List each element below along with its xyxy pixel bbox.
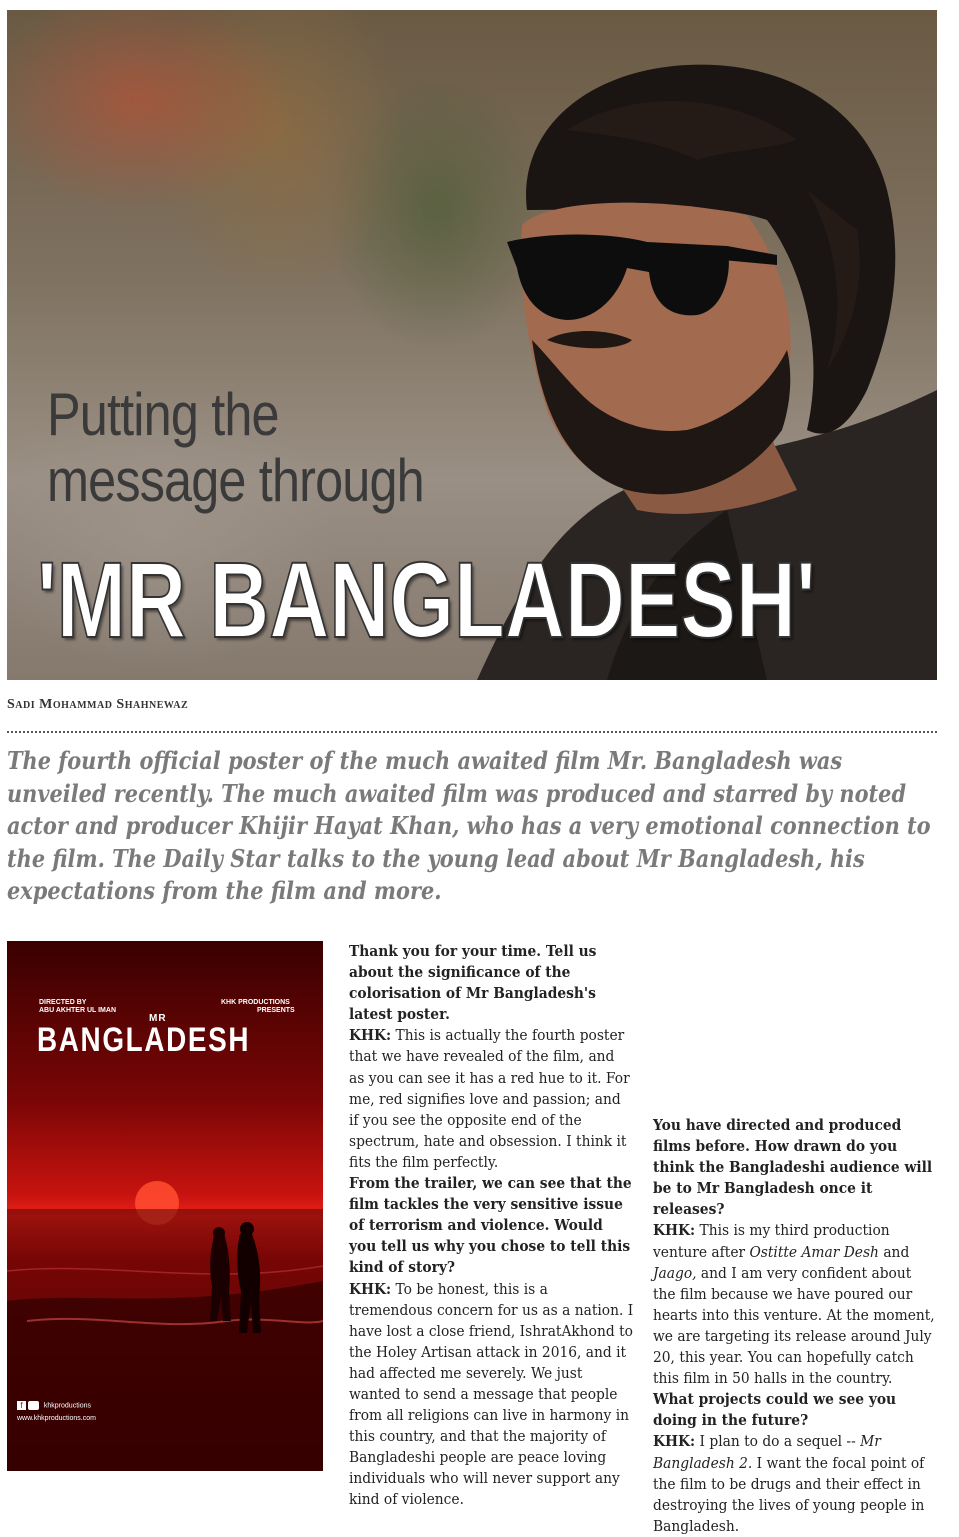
headline-line-2: message through bbox=[47, 447, 424, 514]
standfirst: The fourth official poster of the much awaited film Mr. Bangladesh was unveiled recently. The much awaited film was produced and starred by noted actor and producer Khijir Hayat Khan, who has a very emotional connection to the film. The Daily Star talks to the young lead about Mr Bangladesh, his expectations from the film and more. bbox=[7, 746, 931, 905]
answer-1-text: This is actually the fourth poster that we have revealed of the film, and as you can see it has a red hue to it. For me, red signifies love and passion; and if you see the opposite end of the spectrum, hate and obsession. I think it fits the film perfectly. bbox=[349, 1026, 630, 1171]
answer-4 bbox=[653, 1431, 937, 1536]
film-title: Mr Bangladesh 2. bbox=[653, 1432, 881, 1472]
hero-photo bbox=[7, 10, 937, 680]
answer-2-text: To be honest, this is a tremendous concern for us as a nation. I have lost a close friend, IshratAkhond to the Holey Artisan attack in 2016, and it had affected me severely. We just wanted to send a message that people from all religions can live in harmony in this country, and that the majority of Bangladeshi people are peace loving individuals who will never support any kind of violence. bbox=[349, 1279, 634, 1509]
answer-2 bbox=[349, 1279, 633, 1511]
article-column-1 bbox=[349, 941, 633, 1511]
facebook-icon: f bbox=[17, 1401, 26, 1410]
answer-3-text: and bbox=[878, 1242, 910, 1261]
poster-directed-by: DIRECTED BY bbox=[39, 999, 87, 1006]
poster-title: BANGLADESH bbox=[37, 1021, 251, 1059]
film-title: Ostitte Amar Desh bbox=[749, 1242, 879, 1261]
article-column-2 bbox=[653, 1115, 937, 1537]
answer-label: KHK: bbox=[653, 1221, 696, 1240]
headline bbox=[47, 382, 424, 514]
youtube-icon bbox=[28, 1401, 39, 1410]
byline: Sadi Mohammad Shahnewaz bbox=[7, 697, 189, 712]
answer-1 bbox=[349, 1025, 633, 1173]
film-poster bbox=[7, 941, 323, 1471]
poster-website: www.khkproductions.com bbox=[17, 1415, 96, 1422]
answer-4-text: I plan to do a sequel -- bbox=[695, 1432, 861, 1451]
answer-3-text: This is my third production venture after bbox=[653, 1221, 890, 1261]
question-2: From the trailer, we can see that the film tackles the very sensitive issue of terrorism and violence. Would you tell us why you chose to tell this kind of story? bbox=[349, 1174, 632, 1277]
headline-film-title: 'MR BANGLADESH' bbox=[37, 539, 816, 660]
poster-title-small: MR bbox=[149, 1013, 167, 1024]
question-3: You have directed and produced films before. How drawn do you think the Bangladeshi audience will be to Mr Bangladesh once it releases? bbox=[653, 1116, 933, 1219]
dotted-divider bbox=[7, 731, 937, 733]
answer-3 bbox=[653, 1220, 937, 1389]
poster-director: ABU AKHTER UL IMAN bbox=[39, 1007, 116, 1014]
poster-social bbox=[17, 1401, 91, 1410]
question-1: Thank you for your time. Tell us about the significance of the colorisation of Mr Bangladesh's latest poster. bbox=[349, 942, 597, 1024]
headline-line-1: Putting the bbox=[47, 381, 279, 448]
answer-label: KHK: bbox=[349, 1026, 392, 1045]
poster-production: KHK PRODUCTIONS bbox=[221, 999, 290, 1006]
question-4: What projects could we see you doing in the future? bbox=[653, 1390, 897, 1430]
answer-4-text: I want the focal point of the film to be drugs and their effect in destroying the lives of young people in Bangladesh. bbox=[653, 1453, 925, 1535]
poster-social-handle: khkproductions bbox=[43, 1402, 91, 1410]
poster-presents: PRESENTS bbox=[257, 1007, 295, 1014]
film-title: Jaago, bbox=[653, 1263, 697, 1282]
answer-label: KHK: bbox=[349, 1279, 392, 1298]
answer-label: KHK: bbox=[653, 1432, 696, 1451]
answer-3-text: and I am very confident about the film because we have poured our hearts into this venture. At the moment, we are targeting its release around July 20, this year. You can hopefully catch this film in 50 halls in the country. bbox=[653, 1263, 935, 1388]
